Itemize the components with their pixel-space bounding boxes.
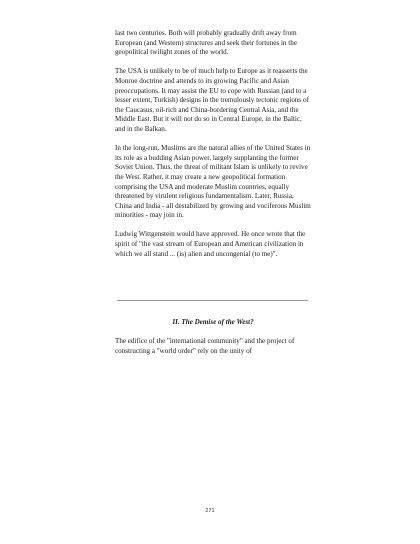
paragraph-2: The USA is unlikely to be of much help to Europe as it reasserts the Monroe doctrine and attends to its growing Pacific and Asian preoccupations. It may assist the EU to cope with Russian (and to a lesser extent, Turkish) designs in the tremulously tectonic regions of the Caucasus, oil-rich and China-bordering Central Asia, and the Middle East. But it will not do so in Central Europe, in the Baltic, and in the Balkan. [115, 67, 309, 133]
paragraph-5: The edifice of the "international community" and the project of constructing a "world order" rely on the unity of [115, 337, 295, 355]
section-divider [117, 300, 308, 301]
paragraph-gap [115, 58, 311, 68]
body-text [115, 29, 311, 259]
page-number: 271 [205, 508, 215, 514]
section-body [115, 337, 311, 356]
section-heading: II. The Demise of the West? [172, 318, 254, 326]
paragraph-gap [115, 221, 311, 231]
paragraph-3: In the long-run, Muslims are the natural allies of the United States in its role as a budding Asian power, largely supplanting the former Soviet Union. Thus, the threat of militant Islam is unlikely to revive the West. Rather, it may create a new geopolitical formation comprising the USA and moderate Muslim countries, equally threatened by virulent religious fundamentalism. Later, Russia, China and India - all destabilized by growing and vociferous Muslim minorities - may join in. [115, 144, 311, 220]
paragraph-1: last two centuries. Both will probably gradually drift away from European (and Western) structures and seek their fortunes in the geopolitical twilight zones of the world. [115, 29, 297, 57]
paragraph-4: Ludwig Wittgenstein would have approved. He once wrote that the spirit of "the vast stream of European and American civilization in which we all stand ... (is) alien and uncongenial (to me)". [115, 230, 306, 258]
paragraph-gap [115, 135, 311, 145]
